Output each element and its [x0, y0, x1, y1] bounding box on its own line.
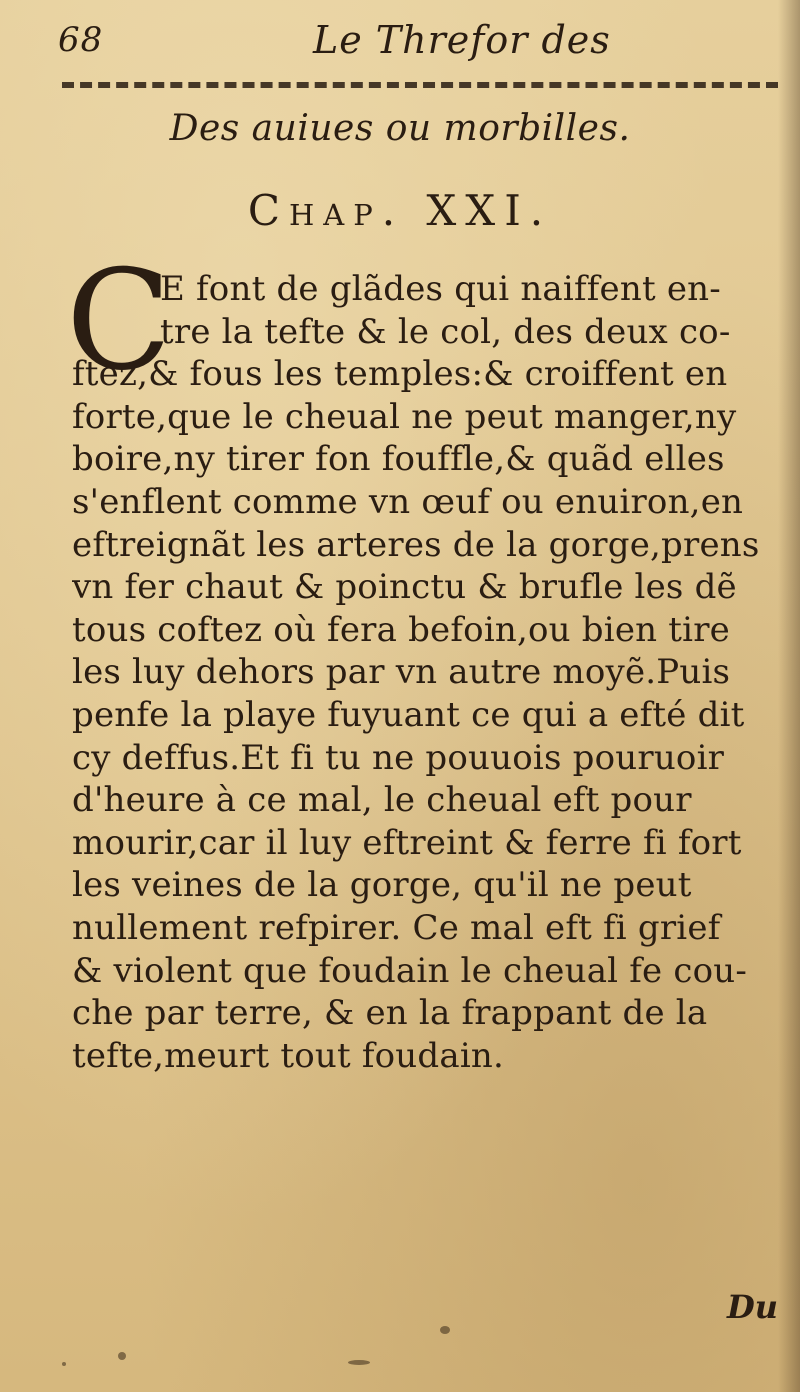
text-line: s'enflent comme vn œuf ou enuiron,en: [72, 481, 744, 522]
text-line: d'heure à ce mal, le cheual eft pour: [72, 780, 692, 821]
page-number: 68: [58, 20, 104, 60]
section-title: Des auiues ou morbilles.: [169, 108, 631, 149]
catchword: Du: [726, 1288, 778, 1326]
text-line: cy deffus.Et fi tu ne pouuois pouruoir: [72, 737, 725, 778]
text-line: eftreignãt les arteres de la gorge,prens: [72, 524, 760, 565]
text-line: tefte,meurt tout foudain.: [72, 1035, 505, 1076]
chapter-heading: Chap. XXI.: [247, 186, 553, 235]
running-head: [58, 14, 778, 64]
running-title: Le Threfor des: [313, 18, 611, 62]
paper-speck: [440, 1326, 450, 1334]
text-line: les veines de la gorge, qu'il ne peut: [72, 865, 692, 906]
text-line: vn fer chaut & poinctu & brufle les dẽ: [72, 567, 737, 608]
text-line: nullement refpirer. Ce mal eft fi grief: [72, 907, 721, 948]
body-text: [72, 268, 794, 1077]
text-line: tre la tefte & le col, des deux co-: [160, 311, 731, 352]
text-line: boire,ny tirer fon fouffle,& quãd elles: [72, 439, 725, 480]
text-line: mourir,car il luy eftreint & ferre fi fort: [72, 822, 742, 863]
text-line: che par terre, & en la frappant de la: [72, 993, 708, 1034]
paper-speck: [62, 1362, 66, 1366]
text-line: tous coftez où fera befoin,ou bien tire: [72, 609, 730, 650]
text-line: ftez,& fous les temples:& croiffent en: [72, 354, 728, 395]
text-line: les luy dehors par vn autre moyẽ.Puis: [72, 652, 731, 693]
paper-speck: [118, 1352, 126, 1360]
text-line: & violent que foudain le cheual fe cou-: [72, 950, 748, 991]
text-line: E font de glãdes qui naiffent en-: [160, 269, 721, 309]
drop-cap: C: [66, 240, 172, 401]
header-rule: [62, 82, 778, 88]
paper-speck: [348, 1360, 370, 1365]
text-line: forte,que le cheual ne peut manger,ny: [72, 396, 737, 437]
text-line: penfe la playe fuyuant ce qui a efté dit: [72, 694, 745, 735]
